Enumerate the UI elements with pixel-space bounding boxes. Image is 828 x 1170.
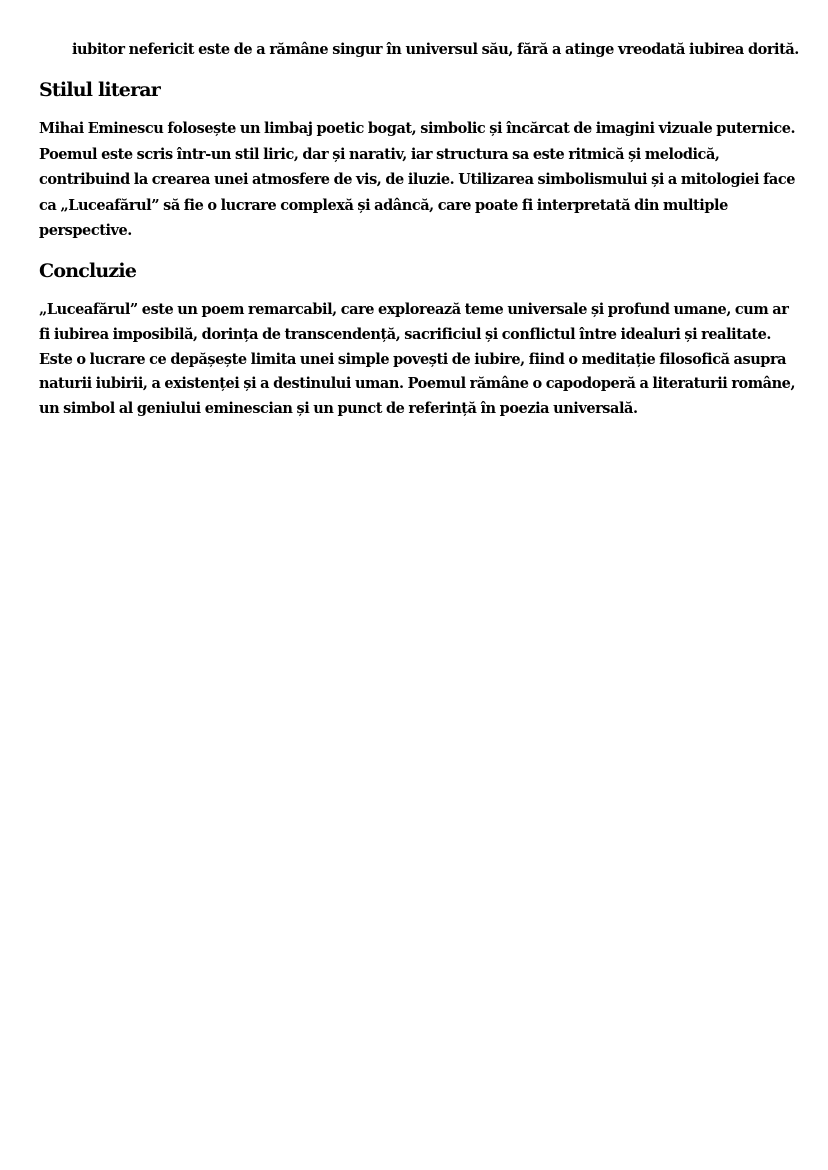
- section-heading-conclusion: Concluzie: [39, 259, 137, 282]
- section-paragraph-literary-style: Mihai Eminescu folosește un limbaj poetic bogat, simbolic și încărcat de imagini vizuale puternice. Poemul este scris într-un stil liric, dar și narativ, iar structura sa este ritmică și melodică, contribuind la crearea unei atmosfere de vis, de iluzie. Utilizarea simbolismului și a mitologiei face ca „Luceafărul” să fie o lucrare complexă și adâncă, care poate fi interpretată din multiple perspective.: [39, 120, 796, 240]
- section-conclusion: [39, 258, 799, 422]
- section-heading-literary-style: Stilul literar: [39, 79, 161, 101]
- document-page: [39, 40, 799, 422]
- section-paragraph-conclusion: „Luceafărul” este un poem remarcabil, care explorează teme universale și profund umane, cum ar fi iubirea imposibilă, dorința de transcendență, sacrificiul și conflictul între idealuri și realitate. Este o lucrare ce depășește limita unei simple povești de iubire, fiind o meditație filosofică asupra naturii iubirii, a existenței și a destinului uman. Poemul rămâne o capodoperă a literaturii române, un simbol al geniului eminescian și un punct de referință în poezia universală.: [39, 300, 796, 418]
- section-literary-style: [39, 77, 799, 244]
- list-item-continuation: iubitor nefericit este de a rămâne singur în universul său, fără a atinge vreodată iubirea dorită.: [72, 41, 799, 58]
